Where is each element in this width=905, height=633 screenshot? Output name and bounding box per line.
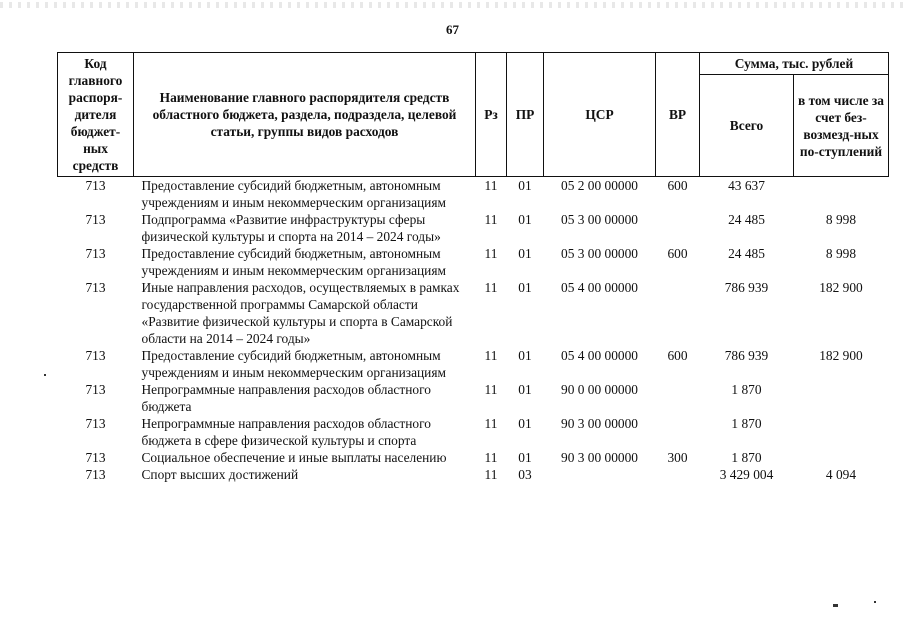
cell-vr	[656, 466, 700, 483]
cell-vr	[656, 415, 700, 449]
cell-csr: 90 3 00 00000	[561, 416, 638, 431]
scan-speck	[833, 604, 838, 607]
cell-total: 786 939	[724, 348, 769, 363]
cell-total: 1 870	[731, 416, 762, 431]
cell-pr: 01	[518, 212, 532, 227]
cell-pr: 01	[518, 382, 532, 397]
cell-vr: 300	[667, 450, 688, 465]
cell-name: Предоставление субсидий бюджетным, автономным учреждениям и иным некоммерческим организациям	[141, 348, 446, 380]
cell-csr: 05 4 00 00000	[561, 348, 638, 363]
cell-total: 43 637	[728, 178, 765, 193]
cell-csr: 05 4 00 00000	[561, 280, 638, 295]
cell-total: 786 939	[724, 280, 769, 295]
header-rz: Рз	[476, 53, 507, 177]
table-row	[58, 177, 889, 212]
cell-free	[794, 449, 889, 466]
cell-code: 713	[85, 280, 106, 295]
cell-csr: 05 2 00 00000	[561, 178, 638, 193]
cell-rz: 11	[484, 280, 498, 295]
cell-rz: 11	[484, 246, 498, 261]
cell-rz: 11	[484, 416, 498, 431]
cell-name: Предоставление субсидий бюджетным, автономным учреждениям и иным некоммерческим организациям	[141, 178, 446, 210]
table-row	[58, 245, 889, 279]
header-total: Всего	[700, 75, 794, 177]
cell-vr	[656, 279, 700, 347]
cell-name: Спорт высших достижений	[141, 467, 299, 482]
table-row	[58, 415, 889, 449]
cell-name: Подпрограмма «Развитие инфраструктуры сферы физической культуры и спорта на 2014 – 2024 годы»	[141, 212, 441, 244]
cell-pr: 01	[518, 450, 532, 465]
page-number: 67	[446, 22, 459, 37]
header-free: в том числе за счет без-возмезд-ных по-ступлений	[794, 75, 889, 177]
cell-pr: 01	[518, 416, 532, 431]
cell-vr: 600	[667, 348, 688, 363]
cell-name: Социальное обеспечение и иные выплаты населению	[141, 450, 447, 465]
cell-code: 713	[85, 212, 106, 227]
header-code: Код главного распоря-дителя бюджет-ных средств	[58, 53, 134, 177]
scan-noise-top	[0, 2, 905, 8]
cell-free: 182 900	[819, 280, 863, 295]
cell-rz: 11	[484, 382, 498, 397]
cell-rz: 11	[484, 212, 498, 227]
table-row	[58, 449, 889, 466]
table-row	[58, 381, 889, 415]
cell-code: 713	[85, 348, 106, 363]
cell-csr: 05 3 00 00000	[561, 212, 638, 227]
cell-pr: 01	[518, 280, 532, 295]
table-row	[58, 211, 889, 245]
cell-code: 713	[85, 382, 106, 397]
cell-total: 24 485	[728, 246, 765, 261]
cell-vr	[656, 211, 700, 245]
cell-total: 1 870	[731, 450, 762, 465]
cell-code: 713	[85, 178, 106, 193]
table-row	[58, 279, 889, 347]
scan-speck	[44, 374, 46, 376]
cell-csr: 05 3 00 00000	[561, 246, 638, 261]
cell-code: 713	[85, 416, 106, 431]
header-sum: Сумма, тыс. рублей	[700, 53, 889, 75]
cell-total: 24 485	[728, 212, 765, 227]
cell-code: 713	[85, 450, 106, 465]
cell-free: 8 998	[825, 212, 857, 227]
cell-pr: 03	[518, 467, 532, 482]
cell-name: Предоставление субсидий бюджетным, автономным учреждениям и иным некоммерческим организациям	[141, 246, 446, 278]
cell-vr	[656, 381, 700, 415]
cell-csr: 90 3 00 00000	[561, 450, 638, 465]
cell-rz: 11	[484, 178, 498, 193]
cell-csr: 90 0 00 00000	[561, 382, 638, 397]
header-vr: ВР	[656, 53, 700, 177]
header-csr: ЦСР	[544, 53, 656, 177]
cell-code: 713	[85, 467, 106, 482]
cell-free: 8 998	[825, 246, 857, 261]
cell-vr: 600	[667, 246, 688, 261]
scan-speck	[874, 601, 876, 603]
cell-rz: 11	[484, 348, 498, 363]
cell-total: 1 870	[731, 382, 762, 397]
cell-free: 182 900	[819, 348, 863, 363]
header-name: Наименование главного распорядителя средств областного бюджета, раздела, подраздела, целевой статьи, группы видов расходов	[134, 53, 476, 177]
cell-name: Иные направления расходов, осуществляемых в рамках государственной программы Самарской области «Развитие физической культуры и спорта в Самарской области на 2014 – 2024 годы»	[141, 280, 460, 346]
table-body	[58, 177, 889, 484]
table-row	[58, 466, 889, 483]
cell-name: Непрограммные направления расходов областного бюджета	[141, 382, 431, 414]
cell-rz: 11	[484, 450, 498, 465]
cell-vr: 600	[667, 178, 688, 193]
header-pr: ПР	[507, 53, 544, 177]
cell-free	[794, 381, 889, 415]
cell-pr: 01	[518, 246, 532, 261]
cell-csr	[544, 466, 656, 483]
table-row	[58, 347, 889, 381]
cell-pr: 01	[518, 348, 532, 363]
cell-rz: 11	[484, 467, 498, 482]
cell-pr: 01	[518, 178, 532, 193]
cell-free: 4 094	[825, 467, 857, 482]
budget-table	[57, 52, 889, 483]
cell-free	[794, 415, 889, 449]
cell-free	[794, 177, 889, 212]
cell-total: 3 429 004	[719, 467, 774, 482]
cell-name: Непрограммные направления расходов областного бюджета в сфере физической культуры и спорта	[141, 416, 431, 448]
cell-code: 713	[85, 246, 106, 261]
